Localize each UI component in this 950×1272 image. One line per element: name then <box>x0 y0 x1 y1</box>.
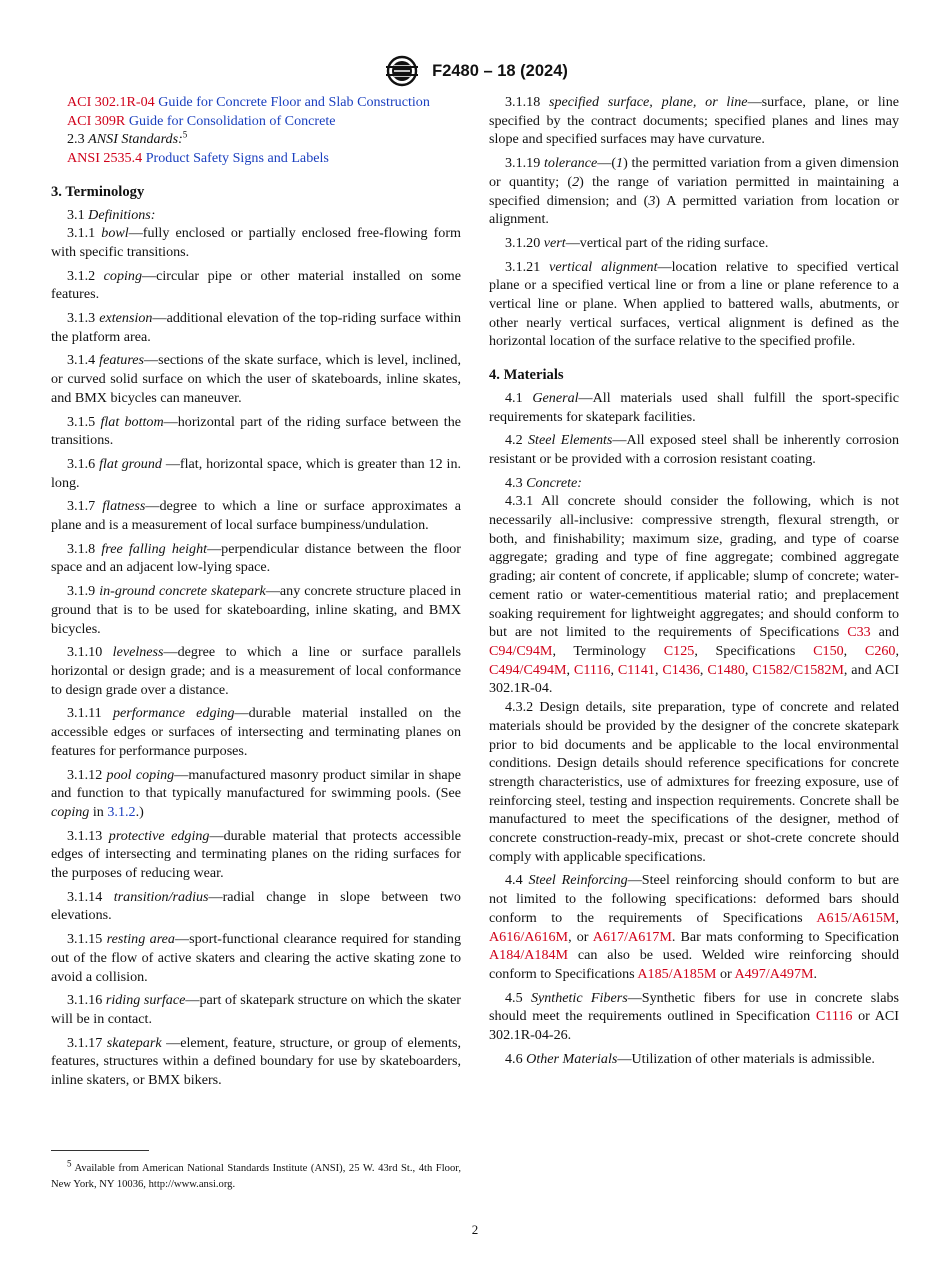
definition-paragraph: 3.1.4 features—sections of the skate surface, which is level, inclined, or curved solid surface on which the user of skateboards, inline skates, and BMX bicycles can maneuver. <box>51 352 461 406</box>
spec-link[interactable]: C1436 <box>662 661 700 678</box>
definition-paragraph: 3.1.3 extension—additional elevation of the top-riding surface within the platform area. <box>51 310 461 345</box>
paragraph-4-6: 4.6 Other Materials—Utilization of other materials is admissible. <box>505 1050 875 1067</box>
cross-reference-link[interactable]: 3.1.2 <box>107 803 136 820</box>
definition-paragraph: 3.1.1 bowl—fully enclosed or partially enclosed free-flowing form with specific transitions. <box>51 225 461 260</box>
footnote-marker: 5 <box>67 1158 72 1169</box>
definition-paragraph: 3.1.11 performance edging—durable material installed on the accessible edges or surfaces of intersecting and terminating planes on features for performance purposes. <box>51 705 461 759</box>
paragraph-4-3: 4.3 Concrete: <box>505 474 582 491</box>
spec-link[interactable]: C33 <box>847 624 871 641</box>
footnote-marker: 5 <box>182 129 188 140</box>
definition-paragraph: 3.1.14 transition/radius—radial change in slope between two elevations. <box>51 888 461 924</box>
spec-link[interactable]: C260 <box>864 642 896 659</box>
right-column <box>489 93 899 1073</box>
spec-link[interactable]: A617/A617M <box>592 928 672 945</box>
definition-paragraph: 3.1.15 resting area—sport-functional clearance required for standing out of the flow of active skaters and clearing the active skating zone to avoid a collision. <box>51 931 462 985</box>
definition-paragraph: 3.1.21 vertical alignment—location relative to specified vertical plane or a specified vertical line or from a line or plane reference to a vertical line or plane. When applied to battered walls, abutments, or other nearly vertical surfaces, vertical alignment is defined as the horizontal location of the surface relative to the specified profile. <box>489 258 899 350</box>
section-heading-materials: 4. Materials <box>489 367 564 384</box>
paragraph-4-3-2: 4.3.2 Design details, site preparation, type of concrete and related materials should be provided by the designer of the concrete skatepark prior to bid documents and be applicable to the local environmental conditions. Design details should reference specifications for concrete strength characteristics, use of admixtures for freezing exposure, use of reinforcing steel, testing and inspection requirements. Concrete shall be manufactured to meet the specifications of the designer, method of concrete construction-ready-mix, precast or shot-crete concrete should comply with applicable specifications. <box>489 699 899 865</box>
page-header <box>0 54 950 88</box>
section-heading-terminology: 3. Terminology <box>51 183 145 200</box>
definition-paragraph: 3.1.5 flat bottom—horizontal part of the riding surface between the transitions. <box>51 413 461 449</box>
definition-paragraph: 3.1.9 in-ground concrete skatepark—any concrete structure placed in ground that is to be used for skateboarding, inline skating, and BMX bicycles. <box>51 583 461 637</box>
definition-paragraph: 3.1.7 flatness—degree to which a line or surface approximates a plane and is a measurement of local surface bumpiness/undulation. <box>51 498 461 534</box>
spec-link[interactable]: C150 <box>813 642 844 659</box>
spec-link[interactable]: C494/C494M <box>489 661 567 678</box>
definition-paragraph-tolerance: 3.1.19 tolerance—(1) the permitted variation from a given dimension or quantity; (2) the range of variation permitted in maintaining a specified dimension; and (3) A permitted variation from location or alignment. <box>489 155 900 228</box>
spec-link[interactable]: C1582/C1582M <box>752 661 844 678</box>
paragraph-4-4: 4.4 Steel Reinforcing—Steel reinforcing should conform to but are not limited to the following specifications: deformed bars should conform to the requirements of Specifications A615/A615M, A616/A616M, or A617/A617M. Bar mats conforming to Specification A184/A184M can also be used. Welded wire reinforcing should conform to Specifications A185/A185M or A497/A497M. <box>489 872 899 982</box>
definition-paragraph: 3.1.20 vert—vertical part of the riding surface. <box>505 234 769 251</box>
spec-link[interactable]: C1116 <box>815 1008 853 1025</box>
left-column <box>51 93 461 1095</box>
definition-paragraph: 3.1.13 protective edging—durable material that protects accessible edges of intersecting and terminating planes on the riding surfaces for the purposes of reducing wear. <box>51 827 461 882</box>
reference-code-link[interactable]: ANSI 2535.4 <box>67 150 143 167</box>
paragraph-4-3-1: 4.3.1 All concrete should consider the following, which is not necessarily all-inclusive: compressive strength, flexural strength, or both, and finishability; maximum size, grading, and type of coarse aggregate; grading and type of fine aggregate; combined aggregate grading; air content of concrete, if applicable; slump of concrete; water-cement ratio or water-cementitious material ratio; and preplacement soaking requirement for lightweight aggregates; and should conform to but are not limited to the requirements of Specifications C33 and C94/C94M, Terminology C125, Specifications C150, C260, C494/C494M, C1116, C1141, C1436, C1480, C1582/C1582M, and ACI 302.1R-04. <box>489 493 900 697</box>
spec-link[interactable]: A185/A185M <box>637 965 717 982</box>
spec-link[interactable]: A616/A616M <box>489 928 569 945</box>
spec-link[interactable]: C1480 <box>707 661 745 678</box>
definition-paragraph: 3.1.16 riding surface—part of skatepark structure on which the skater will be in contact. <box>51 992 461 1027</box>
paragraph-4-2: 4.2 Steel Elements—All exposed steel shall be inherently corrosion resistant or be provided with a corrosion resistant coating. <box>489 432 900 467</box>
footnote: $^5$ Available from American National Standards Institute (ANSI), 25 W. 43rd St., 4th Floor, New York, NY 10036, http://www.ansi.org. <box>51 1158 461 1190</box>
document-id: F2480 – 18 (2024) <box>432 61 568 80</box>
page-number: 2 <box>471 1222 479 1237</box>
paragraph-4-1: 4.1 General—All materials used shall fulfill the sport-specific requirements for skatepark facilities. <box>489 389 899 425</box>
spec-link[interactable]: C1116 <box>573 661 611 678</box>
reference-aci-309 <box>51 112 461 131</box>
definition-paragraph: 3.1.8 free falling height—perpendicular distance between the floor space and an adjacent low-lying space. <box>51 540 462 576</box>
reference-title-link[interactable]: Guide for Consolidation of Concrete <box>128 112 336 129</box>
definition-paragraph: 3.1.2 coping—circular pipe or other material installed on some features. <box>51 267 461 303</box>
spec-link[interactable]: C1141 <box>617 661 655 678</box>
reference-aci-302 <box>51 93 461 112</box>
definition-paragraph: 3.1.17 skatepark —element, feature, structure, or group of elements, features, structures within a defined boundary for use by skateboarders, inline skaters, or BMX bikers. <box>51 1034 461 1089</box>
footnote-divider <box>51 1150 149 1151</box>
paragraph-4-5: 4.5 Synthetic Fibers—Synthetic fibers for use in concrete slabs should meet the requirements outlined in Specification C1116 or ACI 302.1R-04-26. <box>489 989 899 1044</box>
spec-link[interactable]: A497/A497M <box>734 965 814 982</box>
spec-link[interactable]: C125 <box>663 642 695 659</box>
spec-link[interactable]: A615/A615M <box>816 909 896 926</box>
definition-paragraph-pool-coping: 3.1.12 pool coping—manufactured masonry product similar in shape and function to that typically manufactured for swimming pools. (See coping in 3.1.2.) <box>51 766 461 820</box>
reference-code-link[interactable]: ACI 309R <box>67 112 126 129</box>
definition-paragraph: 3.1.6 flat ground —flat, horizontal space, which is greater than 12 in. long. <box>51 455 462 491</box>
reference-title-link[interactable]: Guide for Concrete Floor and Slab Construction <box>158 94 430 110</box>
reference-title-link[interactable]: Product Safety Signs and Labels <box>145 150 329 167</box>
ansi-standards-heading: 2.3 ANSI Standards:$^5$ <box>67 129 188 148</box>
definition-paragraph: 3.1.10 levelness—degree to which a line or surface parallels horizontal or design grade; and is a measurement of local conformance to design grade over a distance. <box>51 644 461 698</box>
spec-link[interactable]: C94/C94M <box>489 642 553 659</box>
reference-ansi-2535 <box>51 149 461 168</box>
spec-link[interactable]: A184/A184M <box>489 947 569 964</box>
definitions-subheading: 3.1 Definitions: <box>67 206 156 223</box>
definition-paragraph: 3.1.18 specified surface, plane, or line—surface, plane, or line specified by the contract documents; specified planes and lines may slope and specified surfaces may have curvature. <box>489 94 900 148</box>
reference-code-link[interactable]: ACI 302.1R-04 <box>67 94 155 110</box>
astm-logo-icon <box>382 54 422 88</box>
